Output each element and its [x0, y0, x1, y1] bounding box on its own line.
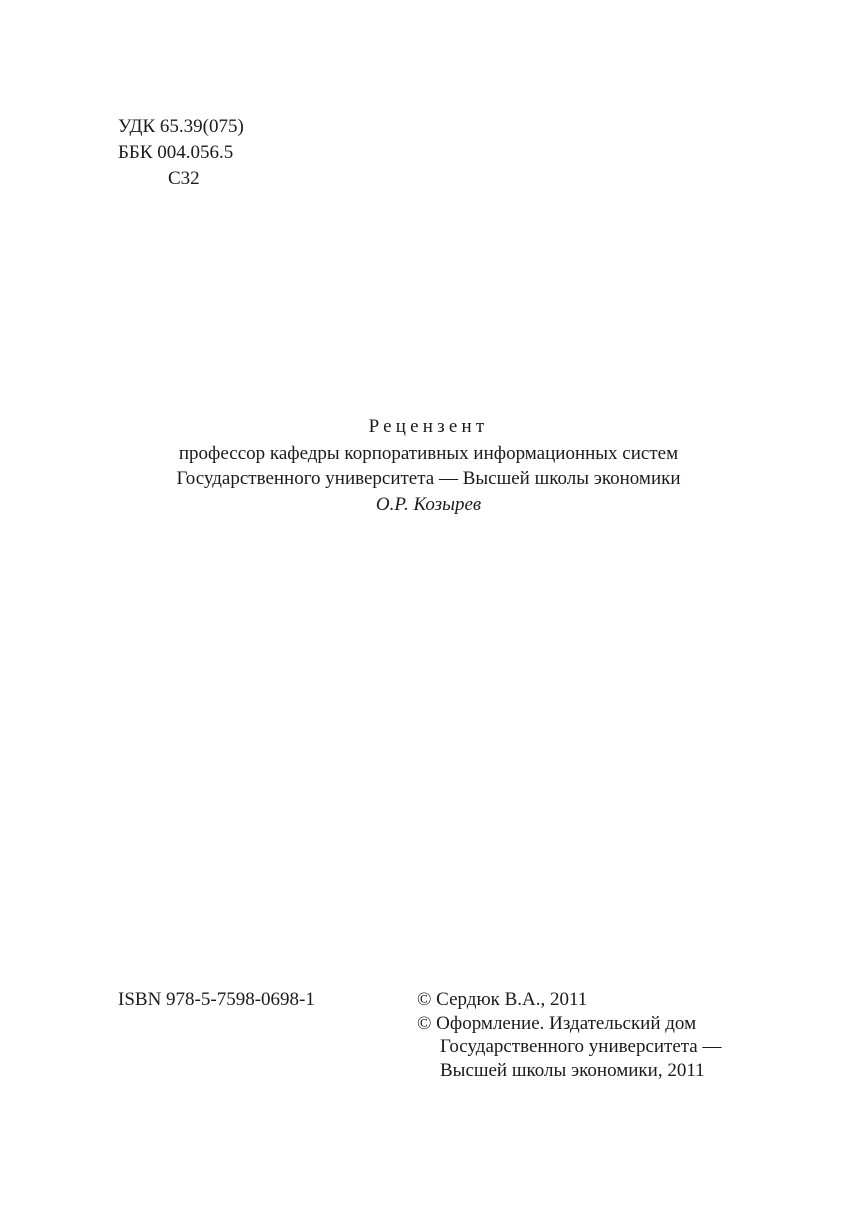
copyright-line-1: © Сердюк В.А., 2011 — [417, 989, 588, 1010]
copyright-block — [417, 988, 722, 1082]
copyright-line-4: Высшей школы экономики, 2011 — [440, 1059, 705, 1081]
reviewer-position-line-1: профессор кафедры корпоративных информационных систем — [178, 442, 679, 464]
reviewer-heading: Рецензент — [368, 416, 489, 437]
reviewer-name: О.Р. Козырев — [375, 493, 482, 515]
author-mark: С32 — [168, 168, 200, 189]
udk-code: УДК 65.39(075) — [118, 116, 244, 137]
copyright-line-2: © Оформление. Издательский дом — [417, 1012, 697, 1034]
copyright-line-3: Государственного университета — — [440, 1036, 722, 1057]
reviewer-block — [0, 414, 857, 517]
reviewer-position-line-2: Государственного университета — Высшей школы экономики — [176, 468, 681, 489]
isbn-number: ISBN 978-5-7598-0698-1 — [118, 989, 315, 1010]
classification-codes — [118, 114, 244, 192]
bbk-code: ББК 004.056.5 — [118, 142, 234, 163]
